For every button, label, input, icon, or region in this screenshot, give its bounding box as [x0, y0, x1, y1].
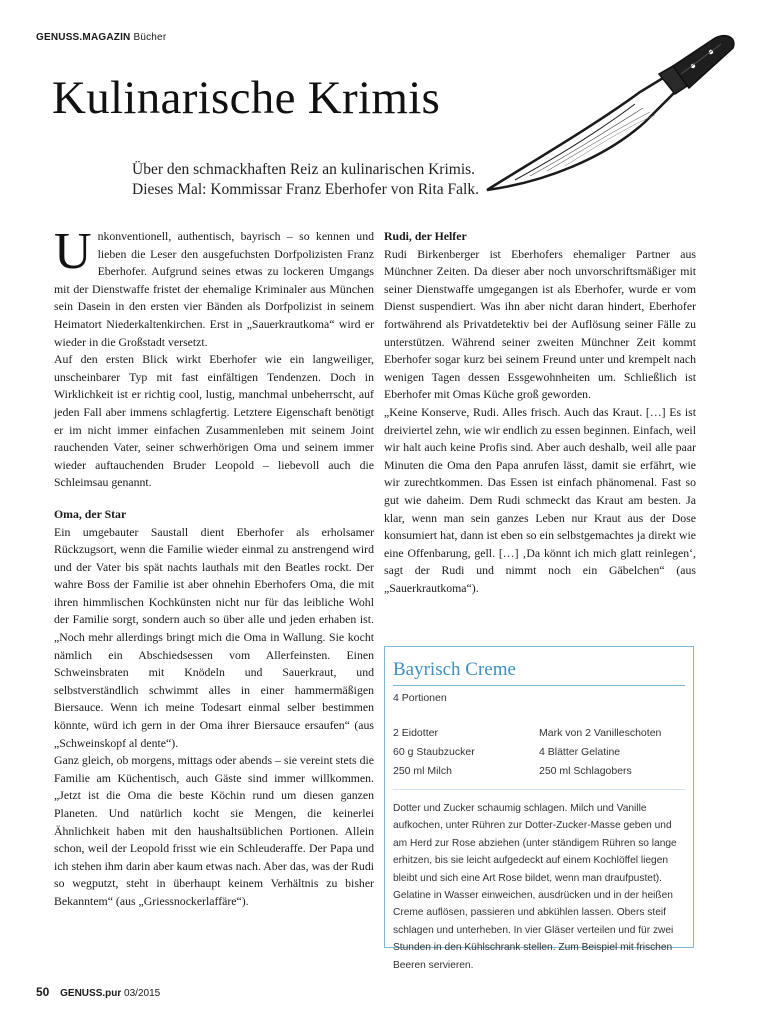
- magazine-name: GENUSS.MAGAZIN: [36, 32, 131, 43]
- ingredient-item: 60 g Staubzucker: [393, 746, 475, 758]
- page-footer: [36, 985, 160, 999]
- ingredient-item: 250 ml Schlagobers: [539, 765, 632, 777]
- ingredient-list: [393, 724, 685, 781]
- recipe-portions: 4 Portionen: [393, 692, 447, 704]
- section-name: Bücher: [133, 32, 167, 43]
- article-title: Kulinarische Krimis: [52, 72, 441, 124]
- divider: [393, 685, 685, 686]
- ingredient-item: Mark von 2 Vanilleschoten: [539, 727, 662, 739]
- recipe-title: Bayrisch Creme: [393, 659, 516, 680]
- recipe-box: [384, 646, 694, 971]
- ingredient-column-left: [393, 724, 539, 781]
- drop-cap: U: [54, 223, 92, 280]
- divider: [393, 789, 685, 790]
- footer-magazine: GENUSS.pur: [60, 988, 122, 999]
- subtitle-line: Dieses Mal: Kommissar Franz Eberhofer von Rita Falk.: [132, 181, 479, 198]
- paragraph: „Keine Konserve, Rudi. Alles frisch. Auch das Kraut. […] Es ist dreiviertel zehn, wie wir endlich zu essen beginnen. Einfach, weil wir halt auch keine Profis sind. Aber auch deshalb, weil alle paar Minuten die Oma den Papa anrufen lässt, damit sie erfährt, wie wir zurechtkommen. Das Essen ist einfach phänomenal. Fast so gut wie daheim. Dem Rudi schmeckt das Kraut am besten. Ja klar, wenn man sein ganzes Leben nur Kraut aus der Dose konsumiert hat, dann ist eben so ein selbstgemachtes ja direkt wie eine Offenbarung, gell. […] ‚Da könnt ich mich glatt reinlegen‘, sagt der Rudi und nimmt noch ein Gäbelchen“ (aus „Sauerkrautkoma“).: [384, 404, 696, 595]
- paragraph: Rudi Birkenberger ist Eberhofers ehemaliger Partner aus Münchner Zeiten. Da dieser aber noch unvorschriftsmäßiger mit seiner Dienstwaffe umgegangen ist als Eberhofer, wurde er vom Dienst suspendiert. Was ihn aber nicht daran hindert, Eberhofer fortwährend als Privatdetektiv bei der Auflösung seiner Fälle zu unterstützen. Während seiner zweiten Münchner Zeit kommt Eberhofer sogar kurz bei seinem Freund unter und krempelt nach wenigen Tagen dessen Essgewohnheiten um. Schließlich ist Eberhofer mit Omas Küche groß geworden.: [384, 246, 696, 402]
- paragraph: Ganz gleich, ob morgens, mittags oder abends – sie vereint stets die Familie am Küchentisch, auch Gäste sind immer willkommen. „Jetzt ist die Oma die beste Köchin rund um diesen ganzen Planeten. Und natürlich kocht sie Mengen, die keinerlei Ähnlichkeit haben mit den haushaltsüblichen Portionen. Allein schon, weil der Leopold frisst wie ein Schleuderaffe. Der Papa und ich stehen ihm darin aber kaum etwas nach. Aber das, was der Rudi so wegputzt, steht in überhaupt keinem Verhältnis zu bisher Bekanntem“ (aus „Griessnockerlaffäre“).: [54, 753, 374, 908]
- subtitle-line: Über den schmackhaften Reiz an kulinarischen Krimis.: [132, 161, 476, 178]
- knife-illustration: [475, 30, 745, 200]
- article-column-left: [54, 223, 374, 911]
- paragraph: Ein umgebauter Saustall dient Eberhofer als erholsamer Rückzugsort, wenn die Familie wieder einmal zu anstrengend wird und der Vater bis spät nachts lauthals mit den Beatles rockt. Der wahre Boss der Familie ist aber ohnehin Eberhofers Oma, die mit ihren himmlischen Kochkünsten nicht nur für das leibliche Wohl der Familie sorgt, sondern auch so über alle und jeden erhaben ist. „Noch mehr allerdings bringt mich die Oma in Wallung. Sie kocht nämlich ein Abschiedsessen vom Allerfeinsten. Einen Schweinsbraten mit Knödeln und Sauerkraut, und selbstverständlich schwimmt alles in einer hammermäßigen Biersauce. Wenn ich meine Todesart einmal selber bestimmen könnte, würd ich gern in der Oma ihrer Biersauce ersaufen“ (aus „Schweinskopf al dente“).: [54, 524, 374, 750]
- intro-text: nkonventionell, authentisch, bayrisch – so kennen und lieben die Leser den ausgefuchsten Dorfpolizisten Franz Eberhofer. Aufgrund seines etwas zu lockeren Umgangs mit der Dienstwaffe fristet der ehemalige Kriminaler aus München sein Dasein in den ersten vier Bänden als Dorfpolizist in seinem Heimatort Niederkaltenkirchen. Erst in „Sauerkrautkoma“ wird er wieder in die Großstadt versetzt.: [54, 229, 374, 349]
- ingredient-item: 4 Blätter Gelatine: [539, 746, 621, 758]
- section-header: [36, 32, 166, 43]
- footer-issue: 03/2015: [124, 988, 161, 999]
- subheading: Rudi, der Helfer: [384, 229, 467, 243]
- ingredient-item: 250 ml Milch: [393, 765, 452, 777]
- page-number: 50: [36, 985, 50, 999]
- paragraph: Auf den ersten Blick wirkt Eberhofer wie ein langweiliger, unscheinbarer Typ mit fast einfältigen Tendenzen. Doch in Wirklichkeit ist er richtig cool, lustig, manchmal unbeherrscht, auf jeden Fall aber immens schlagfertig. Letztere Eigenschaft benötigt er im nicht immer einfachen Zusammenleben mit seinem Joint rauchenden Vater, seiner schwerhörigen Oma und seinem immer wieder auftauchenden Bruder Leopold – liebevoll auch die Schleimsau genannt.: [54, 352, 374, 490]
- subheading: Oma, der Star: [54, 506, 127, 521]
- article-subtitle: [132, 160, 492, 200]
- ingredient-item: 2 Eidotter: [393, 727, 438, 739]
- article-column-right: [384, 228, 696, 597]
- recipe-method: Dotter und Zucker schaumig schlagen. Milch und Vanille aufkochen, unter Rühren zur Dotter-Zucker-Masse geben und am Herd zur Rose abziehen (unter ständigem Rühren so lange erhitzen, bis sie leicht aufgedeckt auf einem Kochlöffel liegen bleibt und sich eine Art Rose bildet, wenn man draufpustet). Gelatine in Wasser einweichen, ausdrücken und in der heißen Creme auflösen, passieren und abkühlen lassen. Obers steif schlagen und unterheben. In vier Gläser verteilen und für zwei Stunden in den Kühlschrank stellen. Zum Beispiel mit frischen Beeren servieren.: [393, 803, 677, 971]
- intro-paragraph: [54, 223, 374, 351]
- ingredient-column-right: [539, 724, 685, 781]
